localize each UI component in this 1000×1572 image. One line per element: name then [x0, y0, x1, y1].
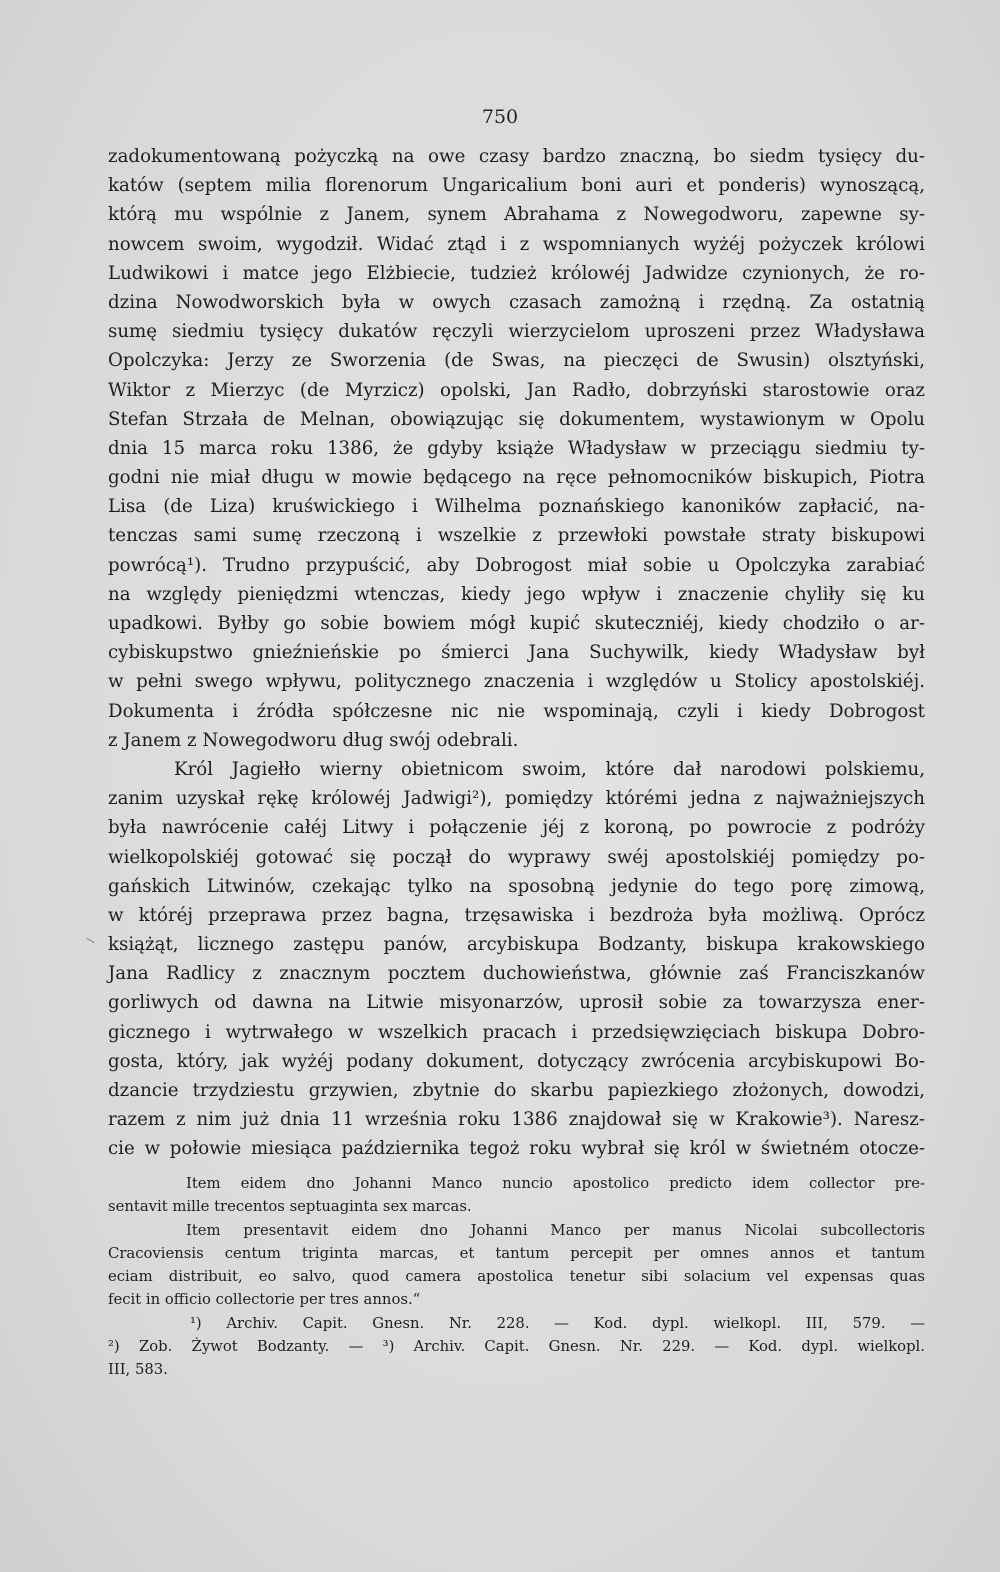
text-line: dzancie trzydziestu grzywien, zbytnie do skarbu papiezkiego złożonych, dowodzi,	[108, 1080, 925, 1101]
stray-ink-mark	[86, 938, 94, 943]
footnotes	[108, 1172, 925, 1382]
text-line: gorliwych od dawna na Litwie misyonarzów, uprosił sobie za towarzysza ener-	[108, 992, 925, 1014]
text-line: godni nie miał długu w mowie będącego na ręce pełnomocników biskupich, Piotra	[108, 467, 925, 489]
footnote-line: Item eidem dno Johanni Manco nuncio apostolico predicto idem collector pre-	[186, 1175, 925, 1192]
text-line: w pełni swego wpływu, politycznego znaczenia i względów u Stolicy apostolskiéj.	[108, 671, 925, 693]
footnote-line: sentavit mille trecentos septuaginta sex marcas.	[108, 1198, 472, 1216]
footnote-line: eciam distribuit, eo salvo, quod camera apostolica tenetur sibi solacium vel expensas quas	[108, 1268, 925, 1286]
text-line: katów (septem milia florenorum Ungaricalium boni auri et ponderis) wynoszącą,	[108, 175, 925, 197]
main-text	[108, 142, 925, 1164]
page-number: 750	[481, 106, 519, 128]
text-line: gosta, który, jak wyżéj podany dokument, dotyczący zwrócenia arcybiskupowi Bo-	[108, 1050, 925, 1072]
footnote-reference: III, 583.	[108, 1361, 168, 1379]
text-line: Stefan Strzała de Melnan, obowiązując się dokumentem, wystawionym w Opolu	[108, 408, 925, 430]
footnote-line: Cracoviensis centum triginta marcas, et tantum percepit per omnes annos et tantum	[108, 1244, 925, 1262]
text-line: była nawrócenie całéj Litwy i połączenie jéj z koroną, po powrocie z podróży	[108, 817, 925, 839]
text-line: Wiktor z Mierzyc (de Myrzicz) opolski, Jan Radło, dobrzyński starostowie oraz	[108, 379, 925, 401]
text-line: dnia 15 marca roku 1386, że gdyby książe Władysław w przeciągu siedmiu ty-	[108, 437, 925, 459]
text-line: gańskich Litwinów, czekając tylko na sposobną jedynie do tego porę zimową,	[108, 875, 925, 897]
text-line: gicznego i wytrwałego w wszelkich pracach i przedsięwzięciach biskupa Dobro-	[108, 1021, 925, 1043]
text-line: cie w połowie miesiąca października tegoż roku wybrał się król w świetném otocze-	[108, 1138, 925, 1160]
text-line: Ludwikowi i matce jego Elżbiecie, tudzież królowéj Jadwidze czynionych, że ro-	[108, 262, 925, 284]
text-line: którą mu wspólnie z Janem, synem Abrahama z Nowegodworu, zapewne sy-	[108, 204, 925, 226]
text-line: dzina Nowodworskich była w owych czasach zamożną i rzędną. Za ostatnią	[108, 291, 925, 313]
text-line: książąt, licznego zastępu panów, arcybiskupa Bodzanty, biskupa krakowskiego	[108, 934, 925, 956]
text-line: cybiskupstwo gnieźnieńskie po śmierci Jana Suchywilk, kiedy Władysław był	[108, 642, 925, 664]
text-line: wielkopolskiéj gotować się począł do wyprawy swéj apostolskiéj pomiędzy po-	[108, 846, 925, 868]
footnote-line: Item presentavit eidem dno Johanni Manco per manus Nicolai subcollectoris	[186, 1221, 925, 1239]
text-line: Jana Radlicy z znacznym pocztem duchowieństwa, głównie zaś Franciszkanów	[108, 963, 925, 985]
text-line: Opolczyka: Jerzy ze Sworzenia (de Swas, na pieczęci de Swusin) olsztyński,	[108, 350, 925, 372]
footnote-reference: ²) Zob. Żywot Bodzanty. — ³) Archiv. Capit. Gnesn. Nr. 229. — Kod. dypl. wielkopl.	[108, 1338, 925, 1356]
text-line: Lisa (de Liza) kruświckiego i Wilhelma poznańskiego kanoników zapłacić, na-	[108, 496, 925, 518]
text-line: sumę siedmiu tysięcy dukatów ręczyli wierzycielom uproszeni przez Władysława	[108, 321, 925, 343]
text-line: powrócą¹). Trudno przypuścić, aby Dobrogost miał sobie u Opolczyka zarabiać	[108, 554, 925, 576]
footnote-line: fecit in officio collectorie per tres annos.“	[108, 1291, 421, 1309]
text-line: upadkowi. Byłby go sobie bowiem mógł kupić skuteczniéj, kiedy chodziło o ar-	[108, 613, 925, 634]
text-line: na względy pieniędzmi wtenczas, kiedy jego wpływ i znaczenie chyliły się ku	[108, 583, 925, 605]
text-line: razem z nim już dnia 11 września roku 1386 znajdował się w Krakowie³). Naresz-	[108, 1109, 925, 1131]
text-line: nowcem swoim, wygodził. Widać ztąd i z wspomnianych wyżéj pożyczek królowi	[108, 233, 925, 255]
text-line: z Janem z Nowegodworu dług swój odebrali.	[108, 729, 519, 751]
text-line: tenczas sami sumę rzeczoną i wszelkie z przewłoki powstałe straty biskupowi	[108, 525, 925, 547]
text-line: Dokumenta i źródła spółczesne nic nie wspominają, czyli i kiedy Dobrogost	[108, 700, 925, 722]
paragraph-start-line: Król Jagiełło wierny obietnicom swoim, które dał narodowi polskiemu,	[174, 758, 925, 780]
text-line: zadokumentowaną pożyczką na owe czasy bardzo znaczną, bo siedm tysięcy du-	[108, 146, 925, 167]
text-line: zanim uzyskał rękę królowéj Jadwigi²), pomiędzy którémi jedna z najważniejszych	[108, 788, 925, 810]
text-line: w któréj przeprawa przez bagna, trzęsawiska i bezdroża była możliwą. Oprócz	[108, 904, 925, 926]
footnote-reference: ¹) Archiv. Capit. Gnesn. Nr. 228. — Kod. dypl. wielkopl. III, 579. —	[190, 1314, 925, 1332]
